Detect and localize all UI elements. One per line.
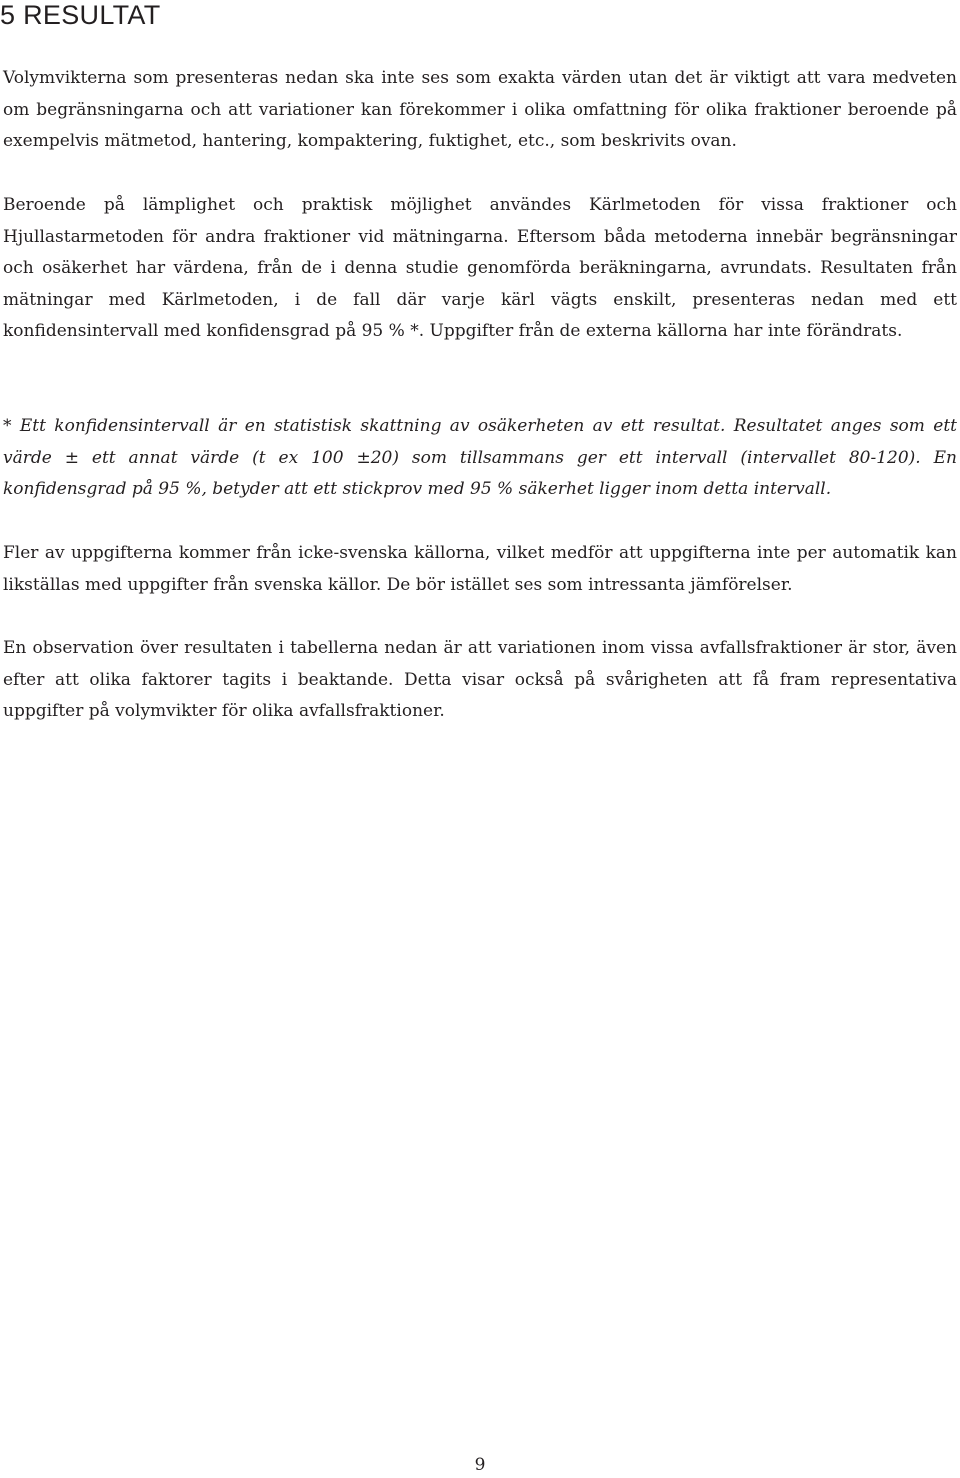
page-number: 9 (474, 1455, 486, 1475)
paragraph-sources: Fler av uppgifterna kommer från icke-svenska källorna, vilket medför att uppgifterna inte per automatik kan likställas med uppgifter från svenska källor. De bör istället ses som intressanta jämförelser. (3, 543, 957, 595)
section-heading: 5 RESULTAT (0, 0, 161, 30)
paragraph-intro: Volymvikterna som presenteras nedan ska inte ses som exakta värden utan det är viktigt att vara medveten om begränsningarna och att variationer kan förekommer i olika omfattning för olika fraktioner beroende på exempelvis mätmetod, hantering, kompaktering, fuktighet, etc., som beskrivits ovan. (3, 68, 957, 151)
paragraph-methods: Beroende på lämplighet och praktisk möjlighet användes Kärlmetoden för vissa fraktioner och Hjullastarmetoden för andra fraktioner vid mätningarna. Eftersom båda metoderna innebär begränsningar och osäkerhet har värdena, från de i denna studie genomförda beräkningarna, avrundats. Resultaten från mätningar med Kärlmetoden, i de fall där varje kärl vägts enskilt, presenteras nedan med ett konfidensintervall med konfidensgrad på 95 % *. Uppgifter från de externa källorna har inte förändrats. (3, 195, 957, 341)
footnote-confidence-interval: * Ett konfidensintervall är en statistisk skattning av osäkerheten av ett resultat. Resultatet anges som ett värde ± ett annat värde (t ex 100 ±20) som tillsammans ger ett intervall (intervallet 80-120). En konfidensgrad på 95 %, betyder att ett stickprov med 95 % säkerhet ligger inom detta intervall. (3, 416, 957, 499)
paragraph-observation: En observation över resultaten i tabellerna nedan är att variationen inom vissa avfallsfraktioner är stor, även efter att olika faktorer tagits i beaktande. Detta visar också på svårigheten att få fram representativa uppgifter på volymvikter för olika avfallsfraktioner. (3, 638, 957, 721)
